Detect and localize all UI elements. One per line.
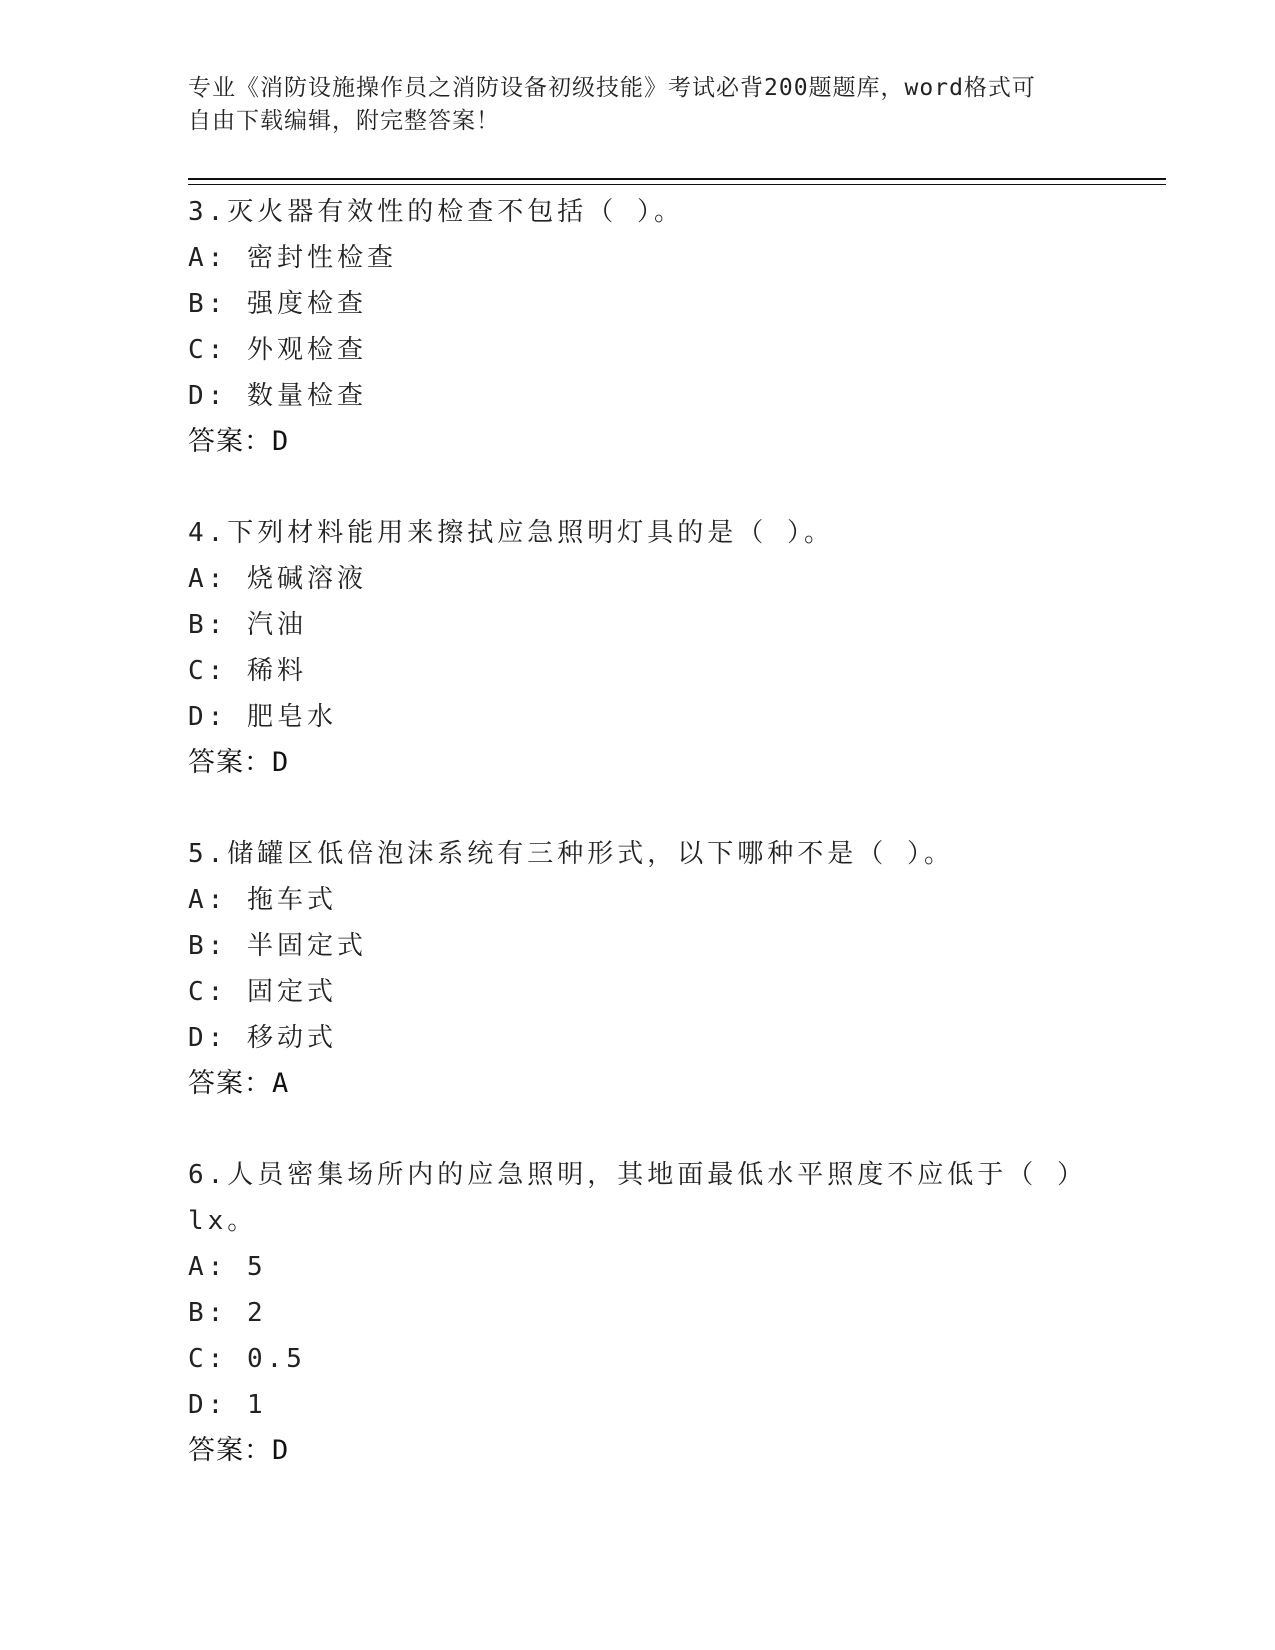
option-d: D: 1	[188, 1390, 267, 1420]
option-a: A: 5	[188, 1252, 267, 1282]
option-d: D: 肥皂水	[188, 702, 337, 732]
question-6	[188, 1152, 1168, 1474]
question-stem: 6.人员密集场所内的应急照明，其地面最低水平照度不应低于（ ）	[188, 1160, 1087, 1190]
header-divider-thick	[188, 178, 1166, 180]
question-stem: 5.储罐区低倍泡沫系统有三种形式，以下哪种不是（ ）。	[188, 839, 954, 869]
question-5	[188, 831, 1168, 1107]
question-stem: 4.下列材料能用来擦拭应急照明灯具的是（ ）。	[188, 518, 834, 548]
option-a: A: 拖车式	[188, 885, 337, 915]
option-d: D: 移动式	[188, 1023, 337, 1053]
header-divider-thin	[188, 184, 1166, 185]
option-b: B: 汽油	[188, 610, 307, 640]
answer-label: 答案：A	[188, 1068, 290, 1099]
question-4	[188, 510, 1168, 786]
answer-label: 答案：D	[188, 1435, 290, 1466]
option-a: A: 烧碱溶液	[188, 564, 367, 594]
question-3	[188, 189, 1168, 465]
option-c: C: 稀料	[188, 656, 307, 686]
question-stem-continued: lx。	[188, 1206, 258, 1236]
header-line-2: 自由下载编辑，附完整答案！	[188, 108, 500, 134]
option-c: C: 外观检查	[188, 335, 367, 365]
option-b: B: 半固定式	[188, 931, 367, 961]
option-b: B: 强度检查	[188, 289, 367, 319]
question-stem: 3.灭火器有效性的检查不包括（ ）。	[188, 197, 684, 227]
option-a: A: 密封性检查	[188, 243, 397, 273]
answer-label: 答案：D	[188, 426, 290, 457]
option-d: D: 数量检查	[188, 381, 367, 411]
option-c: C: 固定式	[188, 977, 337, 1007]
option-b: B: 2	[188, 1298, 267, 1328]
header-line-1: 专业《消防设施操作员之消防设备初级技能》考试必背200题题库，word格式可	[188, 75, 1036, 101]
answer-label: 答案：D	[188, 747, 290, 778]
option-c: C: 0.5	[188, 1344, 306, 1374]
document-header	[188, 72, 1088, 138]
